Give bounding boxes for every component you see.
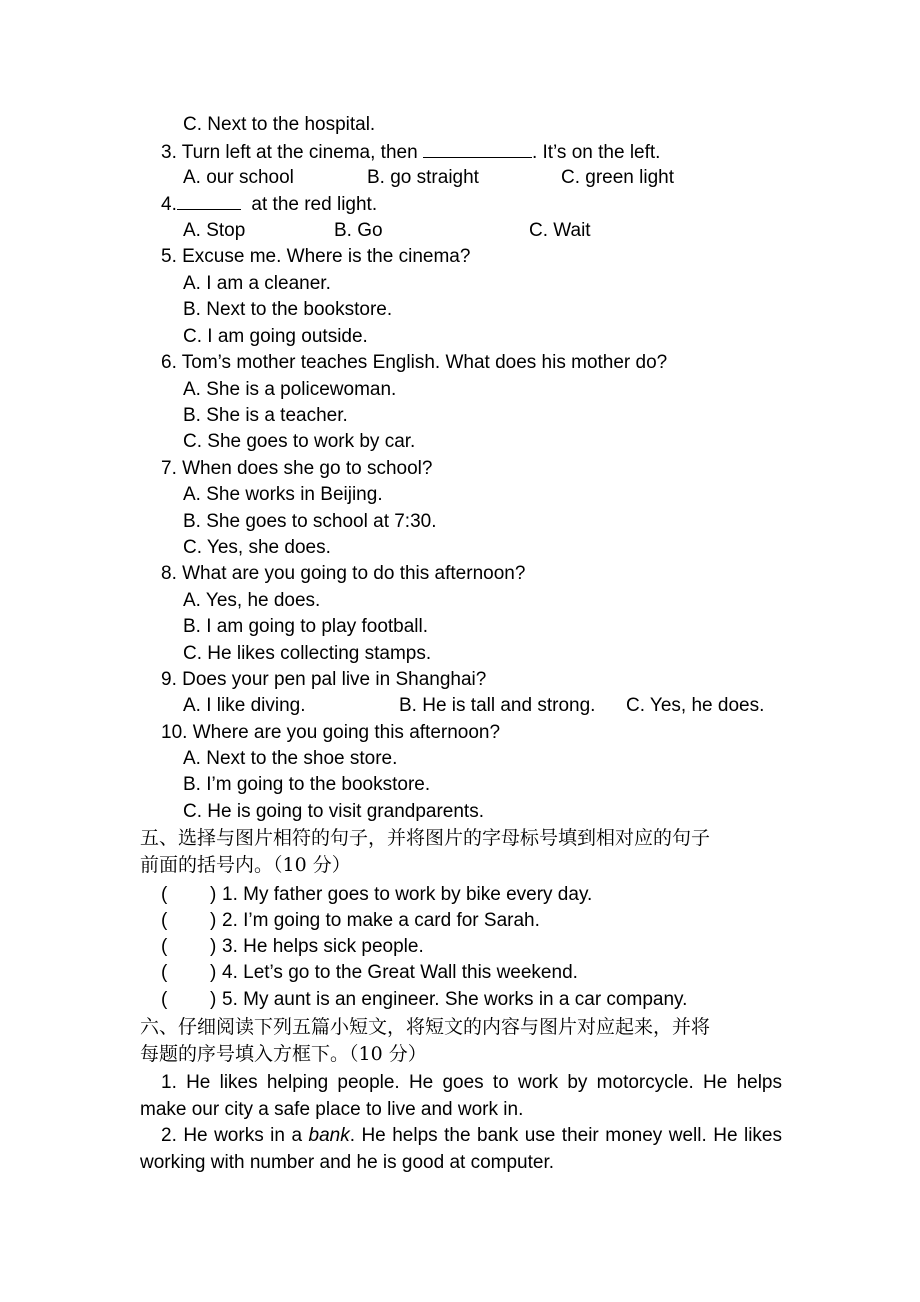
answer-paren-close: ) — [210, 936, 217, 957]
q8-option-c: C. He likes collecting stamps. — [183, 643, 432, 664]
section6-heading-line2: 每题的序号填入方框下。（10 分） — [140, 1043, 427, 1065]
q5-option-b: B. Next to the bookstore. — [183, 299, 393, 320]
answer-paren-open: ( — [161, 910, 168, 931]
q8-stem: 8. What are you going to do this afternoon? — [161, 563, 526, 584]
q9-stem: 9. Does your pen pal live in Shanghai? — [161, 669, 487, 690]
q3-answer-blank[interactable] — [423, 140, 532, 158]
q7-stem: 7. When does she go to school? — [161, 458, 433, 479]
q8-option-b: B. I am going to play football. — [183, 616, 429, 637]
q5-option-c: C. I am going outside. — [183, 326, 368, 347]
item-text: 4. Let’s go to the Great Wall this weekend. — [222, 962, 578, 983]
q10-option-a: A. Next to the shoe store. — [183, 748, 398, 769]
item-text: 2. I’m going to make a card for Sarah. — [222, 910, 540, 931]
q4-option-c: C. Wait — [529, 220, 591, 241]
q6-option-a: A. She is a policewoman. — [183, 379, 397, 400]
q6-stem: 6. Tom’s mother teaches English. What does his mother do? — [161, 352, 668, 373]
section5-heading-line1: 五、选择与图片相符的句子，并将图片的字母标号填到相对应的句子 — [140, 827, 711, 849]
answer-paren-open: ( — [161, 936, 168, 957]
answer-paren-close: ) — [210, 962, 217, 983]
q2-option-c: C. Next to the hospital. — [183, 114, 376, 135]
q4-option-a: A. Stop — [183, 220, 246, 241]
passage-2-before: 2. He works in a — [161, 1125, 309, 1146]
answer-paren-open: ( — [161, 989, 168, 1010]
answer-paren-close: ) — [210, 989, 217, 1010]
q7-option-b: B. She goes to school at 7:30. — [183, 511, 437, 532]
answer-paren-open: ( — [161, 884, 168, 905]
q4-answer-blank[interactable] — [177, 192, 241, 210]
q7-option-c: C. Yes, she does. — [183, 537, 331, 558]
q4-stem — [161, 192, 377, 217]
section5-heading-line2: 前面的括号内。（10 分） — [140, 854, 351, 876]
q4-option-b: B. Go — [334, 220, 383, 241]
item-text: 3. He helps sick people. — [222, 936, 424, 957]
q10-option-b: B. I’m going to the bookstore. — [183, 774, 431, 795]
q4-number: 4. — [161, 194, 177, 215]
q3-option-b: B. go straight — [367, 167, 479, 188]
q7-option-a: A. She works in Beijing. — [183, 484, 383, 505]
q10-stem: 10. Where are you going this afternoon? — [161, 722, 501, 743]
q3-stem — [161, 140, 660, 165]
q3-stem-before: 3. Turn left at the cinema, then — [161, 142, 423, 163]
q10-option-c: C. He is going to visit grandparents. — [183, 801, 484, 822]
q8-option-a: A. Yes, he does. — [183, 590, 321, 611]
q3-option-a: A. our school — [183, 167, 294, 188]
passage-1: 1. He likes helping people. He goes to work by motorcycle. He helps make our city a safe place to live and work in. — [140, 1072, 782, 1120]
q9-option-b: B. He is tall and strong. — [399, 695, 596, 716]
q5-option-a: A. I am a cleaner. — [183, 273, 331, 294]
passage-2 — [140, 1123, 782, 1176]
passage-2-italic-word: bank — [308, 1125, 350, 1146]
answer-paren-close: ) — [210, 884, 217, 905]
q5-stem: 5. Excuse me. Where is the cinema? — [161, 246, 471, 267]
answer-paren-close: ) — [210, 910, 217, 931]
q3-stem-after: . It’s on the left. — [531, 142, 661, 163]
q4-stem-after: at the red light. — [240, 194, 378, 215]
item-text: 1. My father goes to work by bike every day. — [222, 884, 593, 905]
section6-heading-line1: 六、仔细阅读下列五篇小短文，将短文的内容与图片对应起来，并将 — [140, 1016, 711, 1038]
answer-paren-open: ( — [161, 962, 168, 983]
q9-option-a: A. I like diving. — [183, 695, 306, 716]
q6-option-b: B. She is a teacher. — [183, 405, 348, 426]
q6-option-c: C. She goes to work by car. — [183, 431, 416, 452]
passage-2-after: . He helps the bank use their money well. He likes working with number and he is good at computer. — [140, 1125, 783, 1173]
q3-option-c: C. green light — [561, 167, 675, 188]
item-text: 5. My aunt is an engineer. She works in a car company. — [222, 989, 688, 1010]
q9-option-c: C. Yes, he does. — [626, 695, 765, 716]
